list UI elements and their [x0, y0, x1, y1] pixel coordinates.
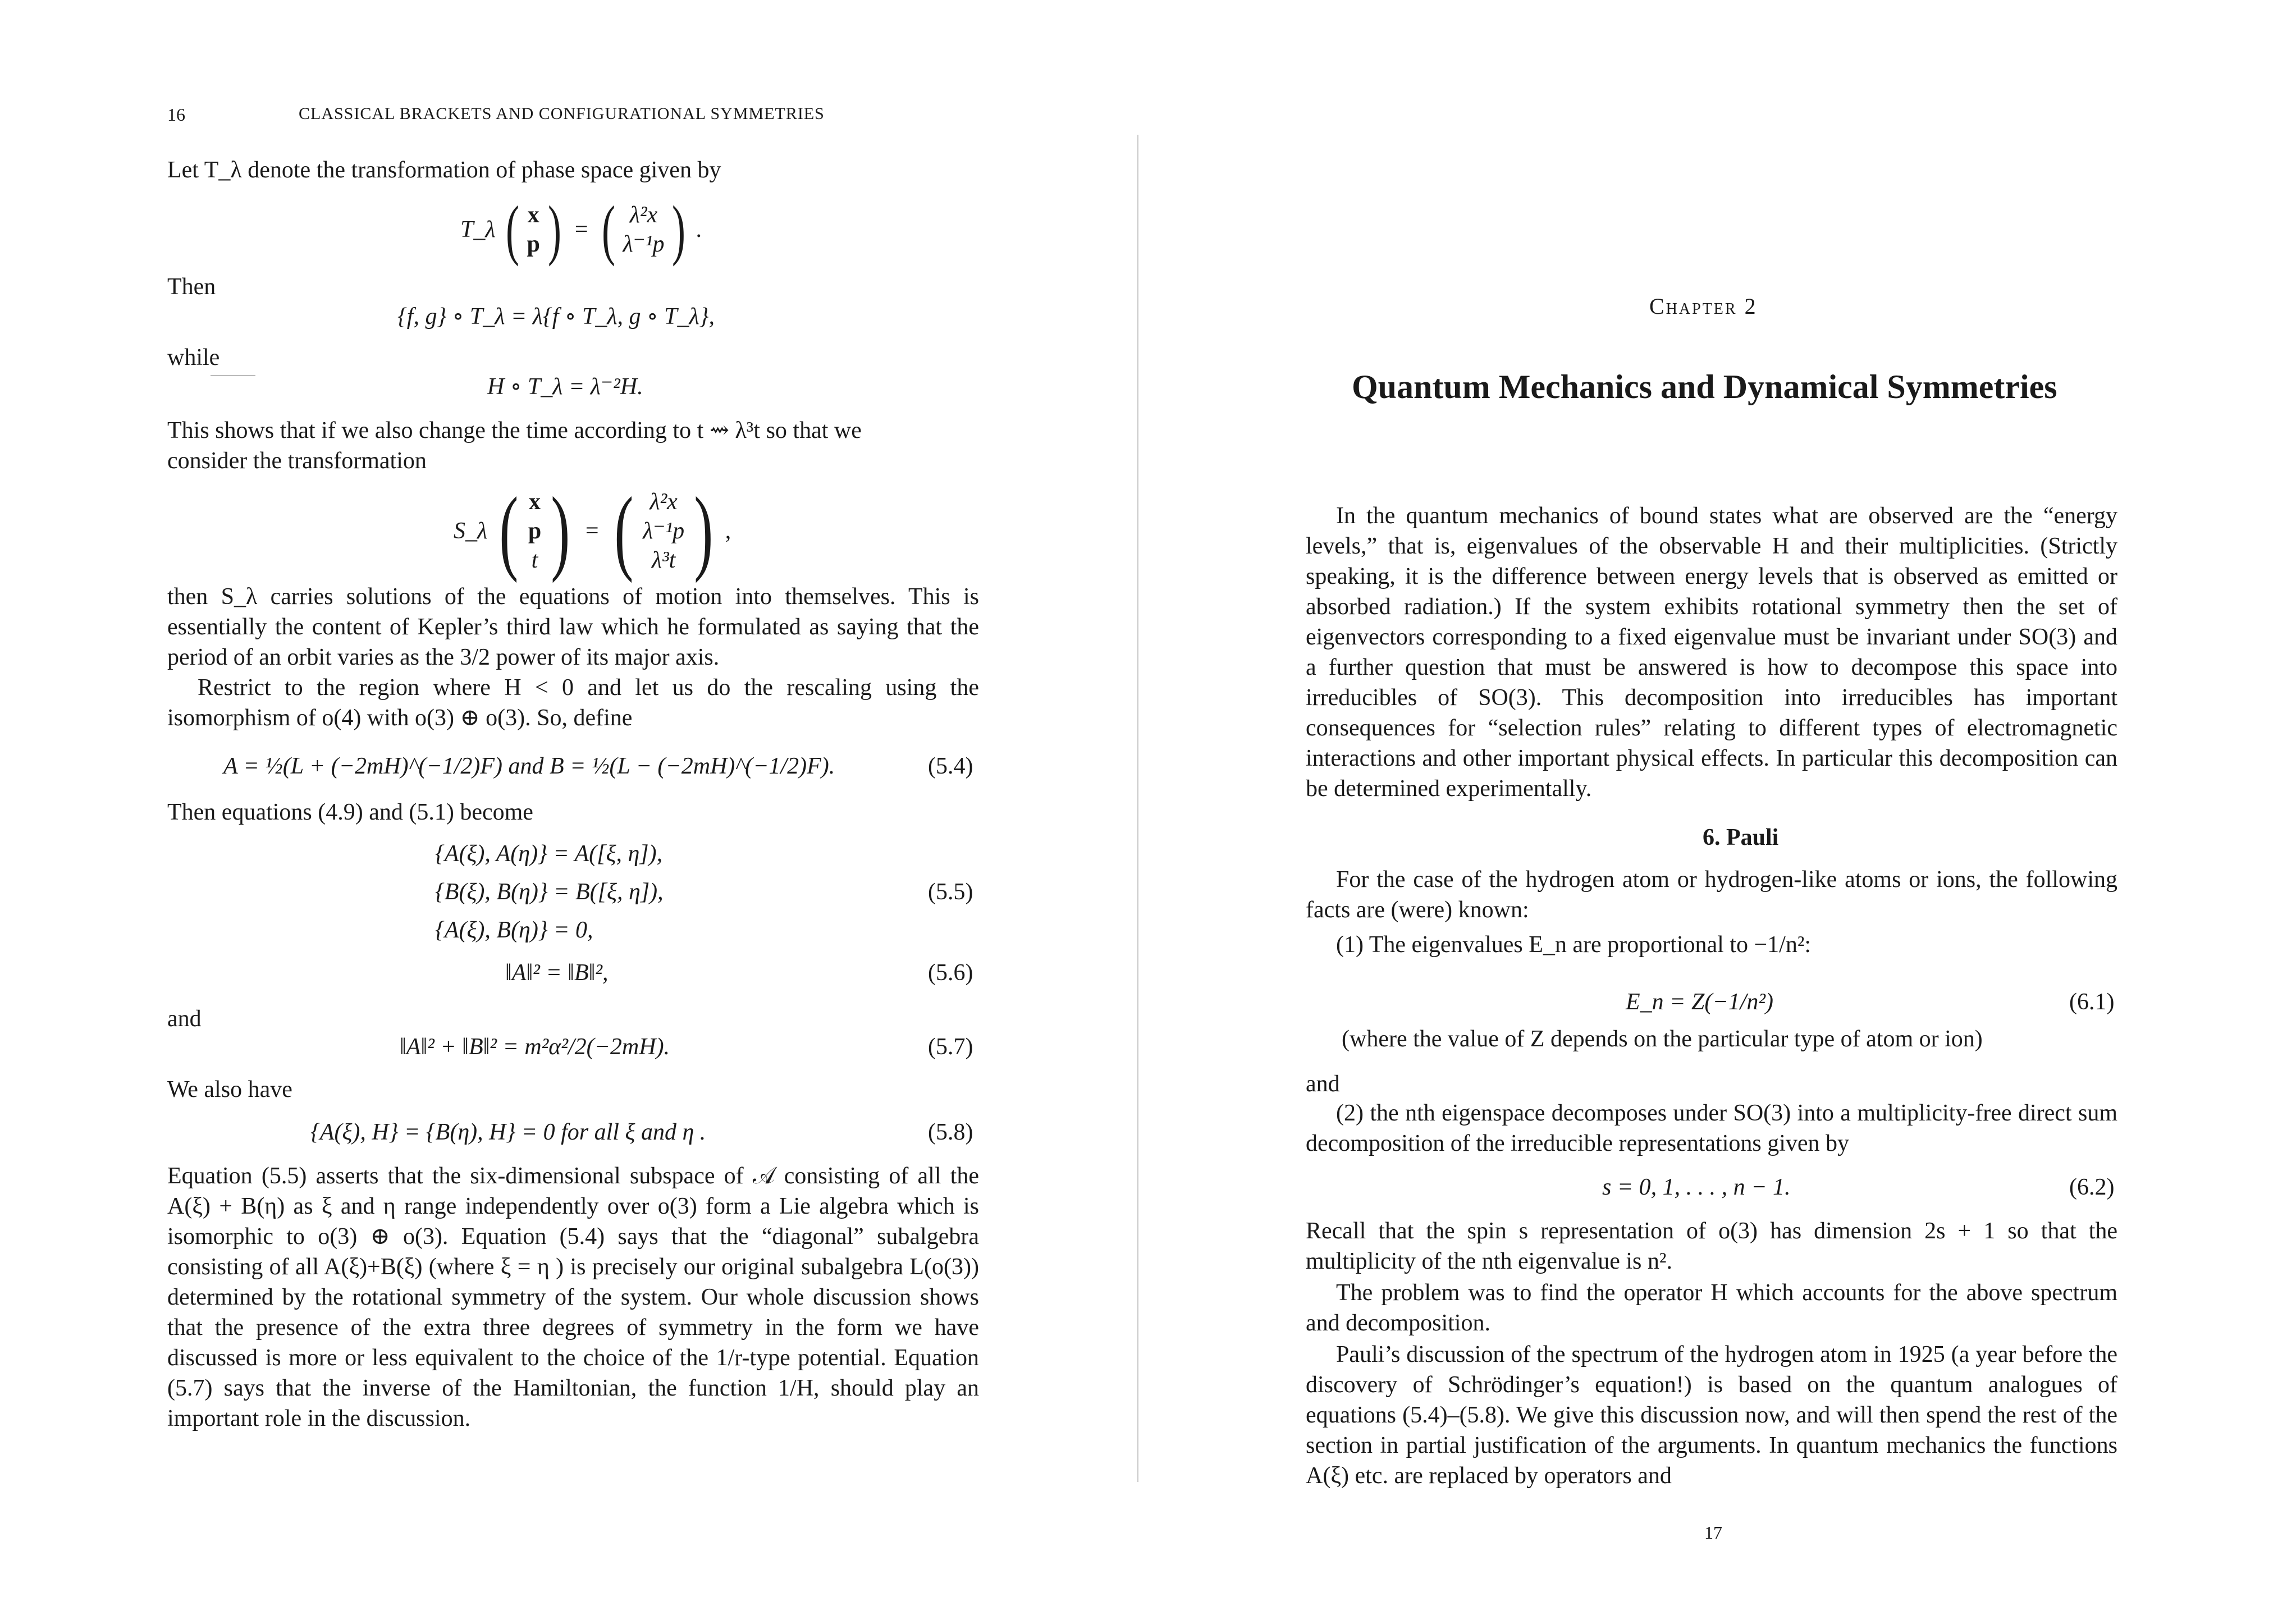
eq-s-lambdainvp: λ⁻¹p [643, 518, 685, 544]
equation-5-7-number: (5.7) [928, 1034, 973, 1060]
eq-t-lambda2x: λ²x [629, 202, 658, 228]
right-page-number: 17 [1704, 1522, 1722, 1543]
right-paren: ) [551, 478, 570, 583]
section-heading: 6. Pauli [1703, 825, 1779, 850]
equation-5-5-b: {B(ξ), B(η)} = B([ξ, η]), [435, 879, 664, 905]
equation-5-6-number: (5.6) [928, 960, 973, 986]
eq-t-p: p [527, 231, 540, 257]
left-paren: ( [614, 478, 633, 583]
equation-6-1: E_n = Z(−1/n²) [1626, 989, 1773, 1015]
equation-5-5-number: (5.5) [928, 879, 973, 905]
facts-paragraph: For the case of the hydrogen atom or hydrogen-like atoms or ions, the following facts are (were) known: [1306, 867, 2117, 923]
left-paren: ( [601, 192, 615, 267]
rescaling-paragraph: Restrict to the region where H < 0 and let us do the rescaling using the isomorphism of o(4) with o(3) ⊕ o(3). So, define [167, 675, 979, 731]
where-z-note: (where the value of Z depends on the particular type of atom or ion) [1342, 1026, 1983, 1052]
eq-s-lhs: S_λ [454, 518, 488, 544]
eq-s-p: p [528, 518, 542, 544]
eq-s-x: x [529, 488, 541, 515]
right-paren: ) [547, 192, 561, 267]
left-paren: ( [499, 478, 519, 583]
then-label: Then [167, 274, 216, 300]
comma: , [725, 518, 731, 544]
intro-paragraph: In the quantum mechanics of bound states what are observed are the “energy levels,” that is, eigenvalues of the observable H and their multiplicities. (Strictly speaking, it is the difference between energy levels that is observed as emitted or absorbed radiation.) If the system exhibits rotational symmetry then the set of eigenvectors corresponding to a fixed eigenvalue must be invariant under SO(3) and a further question that must be answered is how to decompose this space into irreducibles of SO(3). This decomposition into irreducibles has important consequences for “selection rules” relating to different types of electromagnetic interactions and other important physical effects. In particular this decomposition can be determined experimentally. [1306, 503, 2117, 802]
spin-paragraph: Recall that the spin s representation of o(3) has dimension 2s + 1 so that the multiplicity of the nth eigenvalue is n². [1306, 1218, 2117, 1274]
while-label: while [167, 345, 220, 370]
intro-sentence: Let T_λ denote the transformation of phase space given by [167, 157, 721, 183]
equation-5-7: ‖A‖² + ‖B‖² = m²α²/2(−2mH). [400, 1034, 670, 1060]
eq-s-t: t [531, 547, 538, 573]
right-paren: ) [672, 192, 686, 267]
chapter-label: Chapter 2 [1649, 294, 1758, 319]
eq-s-lambda3t: λ³t [651, 547, 676, 573]
equation-5-5-a: {A(ξ), A(η)} = A([ξ, η]), [435, 841, 663, 867]
equation-6-2-number: (6.2) [2069, 1174, 2115, 1200]
then-equations-line: Then equations (4.9) and (5.1) become [167, 799, 533, 825]
equation-5-6: ‖A‖² = ‖B‖², [505, 960, 609, 986]
we-also-have-label: We also have [167, 1077, 292, 1103]
time-change-line-2: consider the transformation [167, 448, 427, 474]
problem-paragraph: The problem was to find the operator H which accounts for the above spectrum and decomposition. [1306, 1280, 2117, 1336]
time-change-line-1: This shows that if we also change the time according to t ⇝ λ³t so that we [167, 418, 862, 443]
bracket-equation: {f, g} ∘ T_λ = λ{f ∘ T_λ, g ∘ T_λ}, [397, 304, 715, 330]
discussion-paragraph: Equation (5.5) asserts that the six-dimensional subspace of 𝒜 consisting of all the A(ξ) + B(η) as ξ and η range independently over o(3) form a Lie algebra which is isomorphic to o(3) ⊕ o(3). Equation (5.4) says that the “diagonal” subalgebra consisting of all A(ξ)+B(ξ) (where ξ = η ) is precisely our original subalgebra L(o(3)) determined by the rotational symmetry of the system. Our whole discussion shows that the presence of the extra three degrees of symmetry in the form we have discussed is more or less equivalent to the choice of the 1/r-type potential. Equation (5.7) says that the inverse of the Hamiltonian, the function 1/H, should play an important role in the discussion. [167, 1163, 979, 1431]
right-paren: ) [694, 478, 713, 583]
kepler-paragraph: then S_λ carries solutions of the equations of motion into themselves. This is essentially the content of Kepler’s third law which he formulated as saying that the period of an orbit varies as the 3/2 power of its major axis. [167, 584, 979, 670]
equation-5-8-number: (5.8) [928, 1119, 973, 1145]
item-2: (2) the nth eigenspace decomposes under SO(3) into a multiplicity-free direct sum decomposition of the irreducible representations given by [1306, 1100, 2117, 1156]
eq-t-lhs: T_λ [460, 217, 496, 243]
equation-6-2: s = 0, 1, . . . , n − 1. [1602, 1174, 1791, 1200]
equals-sign: = [585, 518, 599, 544]
pauli-paragraph: Pauli’s discussion of the spectrum of the hydrogen atom in 1925 (a year before the discovery of Schrödinger’s equation!) is based on the quantum analogues of equations (5.4)–(5.8). We give this discussion now, and will then spend the rest of the section in partial justification of the arguments. In quantum mechanics the functions A(ξ) etc. are replaced by operators and [1306, 1342, 2117, 1489]
eq-s-lambda2x: λ²x [649, 488, 678, 515]
running-head: CLASSICAL BRACKETS AND CONFIGURATIONAL SYMMETRIES [299, 104, 825, 123]
equation-5-4: A = ½(L + (−2mH)^(−1/2)F) and B = ½(L − (−2mH)^(−1/2)F). [223, 753, 835, 779]
equation-5-8: {A(ξ), H} = {B(η), H} = 0 for all ξ and η . [310, 1119, 706, 1145]
eq-t-lambdainvp: λ⁻¹p [623, 231, 665, 257]
period: . [696, 217, 702, 243]
left-page-number: 16 [167, 104, 185, 125]
equation-6-1-number: (6.1) [2069, 989, 2115, 1015]
and-label-right: and [1306, 1071, 1340, 1097]
item-1: (1) The eigenvalues E_n are proportional to −1/n²: [1336, 932, 1812, 958]
equals-sign: = [574, 217, 588, 243]
left-paren: ( [505, 192, 519, 267]
equation-5-5-c: {A(ξ), B(η)} = 0, [435, 917, 593, 943]
eq-t-x: x [527, 202, 539, 228]
equation-5-4-number: (5.4) [928, 753, 973, 779]
chapter-title: Quantum Mechanics and Dynamical Symmetries [1352, 368, 2057, 405]
hamiltonian-equation: H ∘ T_λ = λ⁻²H. [487, 374, 643, 400]
and-label: and [167, 1006, 202, 1032]
